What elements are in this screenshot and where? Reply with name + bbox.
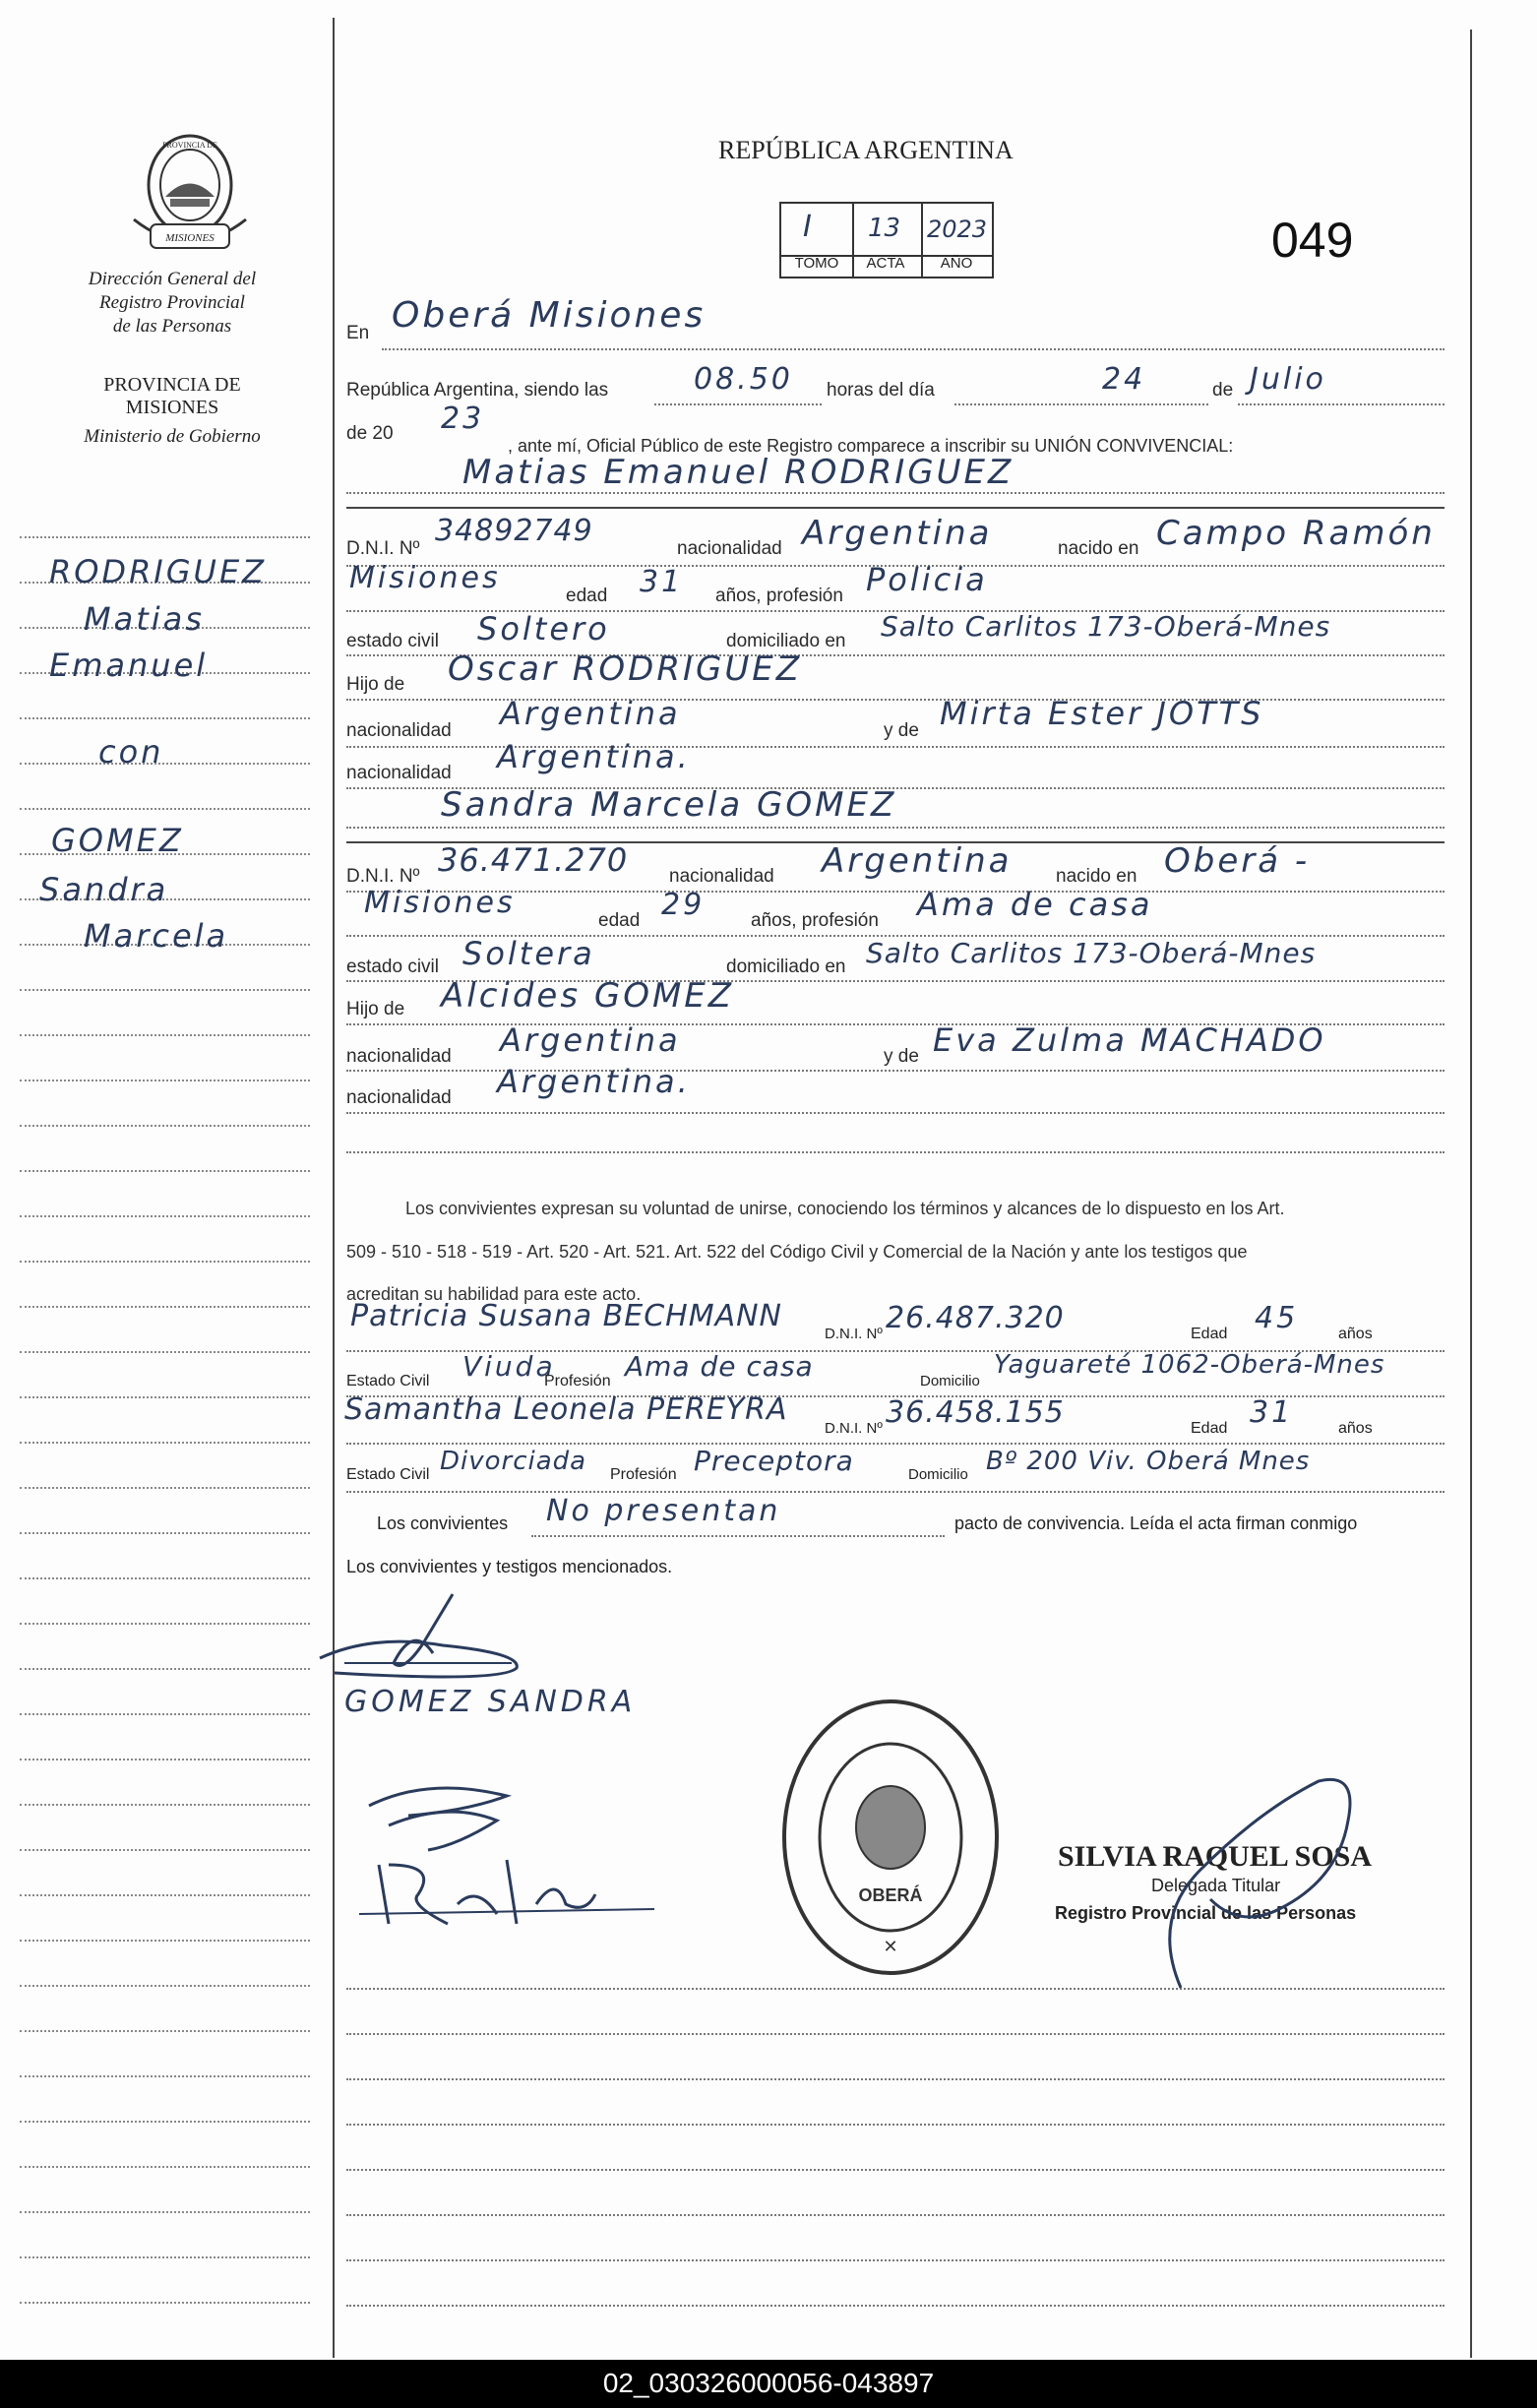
margin-line <box>20 1940 310 1942</box>
person2-address: Salto Carlitos 173-Oberá-Mnes <box>866 937 1317 969</box>
person2-line7 <box>346 1112 1445 1114</box>
official-signature <box>1141 1761 1397 1998</box>
witness2-age: 31 <box>1250 1395 1294 1430</box>
pact-line <box>531 1535 945 1537</box>
ministry-name: Ministerio de Gobierno <box>84 426 261 447</box>
year-prefix: de 20 <box>346 423 394 444</box>
person2-father: Alcides GOMEZ <box>441 976 735 1016</box>
person1-age-label: edad <box>566 586 608 606</box>
svg-text:PROVINCIA DE: PROVINCIA DE <box>162 141 217 150</box>
witness2-name: Samantha Leonela PEREYRA <box>344 1392 788 1427</box>
witness2-age-label: Edad <box>1191 1420 1228 1437</box>
blank-body-line <box>346 2169 1445 2171</box>
acta-value: 13 <box>868 214 901 243</box>
margin-line <box>20 1713 310 1715</box>
margin-name-middle2: Marcela <box>84 917 229 955</box>
margin-line <box>20 1215 310 1217</box>
declaration-line2: 509 - 510 - 518 - 519 - Art. 520 - Art. 521. Art. 522 del Código Civil y Comercial de la Nación y ante los testigos que <box>346 1242 1248 1262</box>
margin-line <box>20 2302 310 2304</box>
witness2-years-label: años <box>1338 1420 1373 1437</box>
person2-dni: 36.471.270 <box>438 841 629 879</box>
svg-text:MISIONES: MISIONES <box>165 232 215 244</box>
place-line <box>382 348 1445 350</box>
witness1-dni: 26.487.320 <box>886 1301 1065 1335</box>
person2-civil: Soltera <box>462 935 595 972</box>
person2-age-label: edad <box>598 910 641 931</box>
signature-gomez-sandra <box>315 1584 531 1693</box>
pact-value: No presentan <box>546 1494 781 1528</box>
person1-mother-label: y de <box>884 720 919 741</box>
witness1-civil: Viuda <box>462 1350 556 1383</box>
official-name: SILVIA RAQUEL SOSA <box>1058 1840 1373 1873</box>
province-name: PROVINCIA DE MISIONES <box>103 374 241 418</box>
official-title: Delegada Titular <box>1151 1876 1281 1895</box>
margin-name-first1: Matias <box>84 600 205 638</box>
person1-civil-label: estado civil <box>346 631 439 651</box>
person1-nationality-label: nacionalidad <box>677 538 782 559</box>
person2-nationality-label: nacionalidad <box>669 866 774 887</box>
person2-civil-label: estado civil <box>346 957 439 977</box>
blank-body-line <box>346 2078 1445 2080</box>
person1-address-label: domiciliado en <box>726 631 846 651</box>
margin-line <box>20 1985 310 1987</box>
person2-dni-label: D.N.I. Nº <box>346 866 420 887</box>
year-suffix: 23 <box>441 401 485 436</box>
person2-name-line <box>346 827 1445 829</box>
witness2-profession-label: Profesión <box>610 1466 677 1483</box>
day-line <box>954 403 1208 405</box>
margin-line <box>20 1577 310 1579</box>
person2-father-nat: Argentina <box>500 1021 681 1059</box>
blank-body-line <box>346 2305 1445 2307</box>
anio-label: AÑO <box>921 255 994 278</box>
person1-profession: Policia <box>866 561 988 598</box>
province-seal-icon <box>126 126 254 259</box>
tomo-acta-box <box>779 202 1006 278</box>
person1-father-nat-label: nacionalidad <box>346 720 452 741</box>
person2-nationality: Argentina <box>822 841 1013 881</box>
witness1-civil-label: Estado Civil <box>346 1373 430 1389</box>
person1-father-nat: Argentina <box>500 695 681 732</box>
de-label: de <box>1212 380 1234 401</box>
person1-dni: 34892749 <box>435 514 593 548</box>
margin-line <box>20 1487 310 1489</box>
margin-line <box>20 1894 310 1896</box>
person2-profession: Ama de casa <box>917 886 1153 923</box>
margin-line <box>20 1532 310 1534</box>
tomo-label: TOMO <box>779 255 854 278</box>
witness2-address-label: Domicilio <box>908 1466 968 1483</box>
person1-mother: Mirta Ester JOTTS <box>940 695 1264 732</box>
pact-label-after: pacto de convivencia. Leída el acta firman conmigo <box>954 1513 1358 1533</box>
agency-name: Dirección General del Registro Provincial de las Personas <box>88 269 257 337</box>
margin-line <box>20 1849 310 1851</box>
acta-label: ACTA <box>850 255 923 278</box>
person1-born-place: Campo Ramón <box>1156 514 1436 553</box>
margin-line <box>20 536 310 538</box>
person2-address-label: domiciliado en <box>726 957 846 977</box>
margin-name-surname1: RODRIGUEZ <box>49 553 268 590</box>
witness1-address: Yaguareté 1062-Oberá-Mnes <box>994 1350 1385 1380</box>
person1-name-line <box>346 492 1445 494</box>
person1-born-label: nacido en <box>1058 538 1139 559</box>
day-value: 24 <box>1102 362 1146 397</box>
person1-mother-nat: Argentina. <box>497 738 691 775</box>
month-line <box>1238 403 1445 405</box>
official-office: Registro Provincial de las Personas <box>1055 1903 1357 1923</box>
official-stamp-icon <box>777 1695 1004 1980</box>
hours-label: horas del día <box>827 380 935 401</box>
witness1-profession-label: Profesión <box>544 1373 611 1389</box>
person1-divider <box>346 507 1445 509</box>
margin-line <box>20 1125 310 1127</box>
margin-line <box>20 763 310 765</box>
margin-line <box>20 1306 310 1308</box>
person2-father-nat-label: nacionalidad <box>346 1046 452 1067</box>
witness1-name: Patricia Susana BECHMANN <box>350 1299 782 1333</box>
person1-father: Oscar RODRIGUEZ <box>448 649 803 689</box>
margin-name-first2: Sandra <box>39 871 169 908</box>
margin-line <box>20 1261 310 1263</box>
person2-father-label: Hijo de <box>346 999 405 1019</box>
witness2-civil: Divorciada <box>440 1447 587 1476</box>
person2-born-province: Misiones <box>364 886 516 920</box>
blank-body-line <box>346 2124 1445 2126</box>
witness1-profession: Ama de casa <box>625 1350 814 1383</box>
margin-line <box>20 2211 310 2213</box>
margin-line <box>20 1170 310 1172</box>
person2-born-label: nacido en <box>1056 866 1137 887</box>
margin-conjunction: con <box>98 733 164 771</box>
hour-line <box>654 403 822 405</box>
witness1-age: 45 <box>1255 1301 1299 1335</box>
margin-line <box>20 808 310 810</box>
margin-name-surname2: GOMEZ <box>51 822 184 859</box>
pact-line2: Los convivientes y testigos mencionados. <box>346 1557 673 1576</box>
declaration-line3: acreditan su habilidad para este acto. <box>346 1284 642 1304</box>
margin-line <box>20 1034 310 1036</box>
margin-line <box>20 717 310 719</box>
witness2-dni: 36.458.155 <box>886 1395 1065 1430</box>
country-title: REPÚBLICA ARGENTINA <box>718 136 1014 164</box>
witness2-line1 <box>346 1443 1445 1445</box>
left-margin-rule <box>333 18 335 2358</box>
signature-rodriguez <box>349 1766 664 1944</box>
blank-body-line <box>346 2214 1445 2216</box>
person1-civil: Soltero <box>477 610 610 648</box>
witness1-age-label: Edad <box>1191 1326 1228 1342</box>
person2-mother: Eva Zulma MACHADO <box>933 1021 1326 1059</box>
person1-full-name: Matias Emanuel RODRIGUEZ <box>462 453 1014 492</box>
anio-value: 2023 <box>927 216 988 243</box>
margin-line <box>20 1351 310 1353</box>
person2-line8 <box>346 1151 1445 1153</box>
person2-profession-label: años, profesión <box>751 910 879 931</box>
scan-footer-bar <box>0 2360 1537 2408</box>
person2-mother-nat: Argentina. <box>497 1063 691 1100</box>
witness2-profession: Preceptora <box>694 1445 854 1477</box>
margin-line <box>20 2121 310 2123</box>
margin-line <box>20 2030 310 2032</box>
pact-label-before: Los convivientes <box>377 1513 509 1533</box>
witness1-dni-label: D.N.I. Nº <box>825 1326 883 1342</box>
margin-line <box>20 2256 310 2258</box>
right-margin-rule <box>1470 30 1472 2358</box>
signature-printed-name: GOMEZ SANDRA <box>344 1685 637 1719</box>
person1-born-province: Misiones <box>349 561 501 595</box>
witness2-line2 <box>346 1491 1445 1493</box>
person1-nationality: Argentina <box>802 514 993 553</box>
person2-mother-nat-label: nacionalidad <box>346 1087 452 1108</box>
hour-value: 08.50 <box>694 362 793 397</box>
margin-name-middle1: Emanuel <box>49 647 209 684</box>
page-number: 049 <box>1271 213 1354 268</box>
person1-profession-label: años, profesión <box>715 586 843 606</box>
person2-mother-label: y de <box>884 1046 919 1067</box>
month-value: Julio <box>1250 362 1326 397</box>
margin-line <box>20 1396 310 1398</box>
margin-line <box>20 1080 310 1081</box>
person2-age: 29 <box>661 888 706 922</box>
republic-text: República Argentina, siendo las <box>346 380 609 401</box>
witness2-dni-label: D.N.I. Nº <box>825 1420 883 1437</box>
scan-code: 02_030326000056-043897 <box>602 2368 935 2398</box>
margin-line <box>20 989 310 991</box>
person2-born-place: Oberá - <box>1164 841 1311 881</box>
declaration-line1: Los convivientes expresan su voluntad de unirse, conociendo los términos y alcances de lo dispuesto en los Art. <box>405 1199 1285 1218</box>
tomo-cell <box>779 202 854 257</box>
blank-body-line <box>346 2033 1445 2035</box>
appearance-text: , ante mí, Oficial Público de este Registro comparece a inscribir su UNIÓN CONVIVENCIAL: <box>508 436 1234 456</box>
margin-line <box>20 1759 310 1760</box>
svg-text:✕: ✕ <box>883 1937 898 1956</box>
en-label: En <box>346 323 370 343</box>
margin-line <box>20 1623 310 1625</box>
witness2-civil-label: Estado Civil <box>346 1466 430 1483</box>
tomo-value: I <box>803 210 812 244</box>
margin-line <box>20 1804 310 1806</box>
margin-line <box>20 1668 310 1670</box>
place-value: Oberá Misiones <box>392 295 707 336</box>
person1-dni-label: D.N.I. Nº <box>346 538 420 559</box>
witness1-address-label: Domicilio <box>920 1373 980 1389</box>
blank-body-line <box>346 2259 1445 2261</box>
person2-full-name: Sandra Marcela GOMEZ <box>441 785 897 825</box>
margin-line <box>20 2075 310 2077</box>
margin-line <box>20 2166 310 2168</box>
witness2-address: Bº 200 Viv. Oberá Mnes <box>986 1447 1311 1476</box>
person1-address: Salto Carlitos 173-Oberá-Mnes <box>881 610 1331 643</box>
person1-father-label: Hijo de <box>346 674 405 695</box>
person1-age: 31 <box>640 565 684 599</box>
witness1-years-label: años <box>1338 1326 1373 1342</box>
margin-line <box>20 1442 310 1444</box>
svg-text:OBERÁ: OBERÁ <box>858 1885 923 1905</box>
person1-mother-nat-label: nacionalidad <box>346 763 452 783</box>
